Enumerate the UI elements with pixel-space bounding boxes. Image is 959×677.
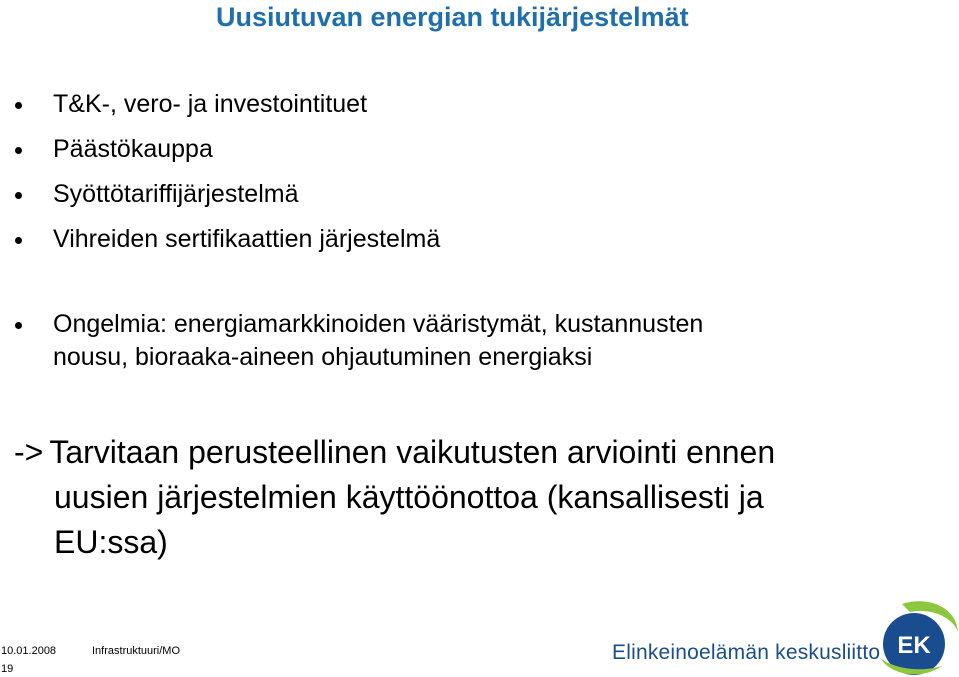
bullet-item [53, 133, 213, 166]
bullet-dot-icon [15, 147, 22, 154]
bullet-text: Syöttötariffijärjestelmä [53, 180, 299, 208]
logo-text: EK [897, 632, 931, 659]
problem-line-2: nousu, bioraaka-aineen ohjautuminen energiaksi [53, 343, 593, 371]
page-number: 19 [1, 663, 14, 675]
problem-line-1: Ongelmia: energiamarkkinoiden vääristymät, kustannusten [53, 310, 704, 338]
conclusion-line-1: Tarvitaan perusteellinen vaikutusten arviointi ennen [49, 434, 776, 470]
bullet-item [53, 178, 298, 211]
bullet-dot-icon [15, 322, 22, 329]
ek-logo-icon [872, 598, 959, 677]
conclusion-text [14, 430, 914, 565]
slide-title: Uusiutuvan energian tukijärjestelmät [216, 2, 689, 32]
conclusion-line-3: EU:ssa) [54, 524, 168, 560]
bullet-dot-icon [15, 192, 22, 199]
bullet-dot-icon [15, 237, 22, 244]
bullet-dot-icon [15, 102, 22, 109]
bullet-item [53, 223, 440, 256]
bullet-item [53, 88, 367, 121]
bullet-item-problems [53, 308, 703, 374]
footer-date: 10.01.2008 [1, 645, 57, 657]
org-name: Elinkeinoelämän keskusliitto [612, 641, 881, 664]
arrow-marker: -> [14, 434, 44, 470]
bullet-text: T&K-, vero- ja investointituet [53, 90, 368, 118]
bullet-text: Vihreiden sertifikaattien järjestelmä [53, 225, 441, 253]
conclusion-line-2: uusien järjestelmien käyttöönottoa (kansallisesti ja [54, 479, 764, 515]
footer-meta: Infrastruktuuri/MO [92, 645, 181, 657]
bullet-text: Päästökauppa [53, 135, 213, 163]
